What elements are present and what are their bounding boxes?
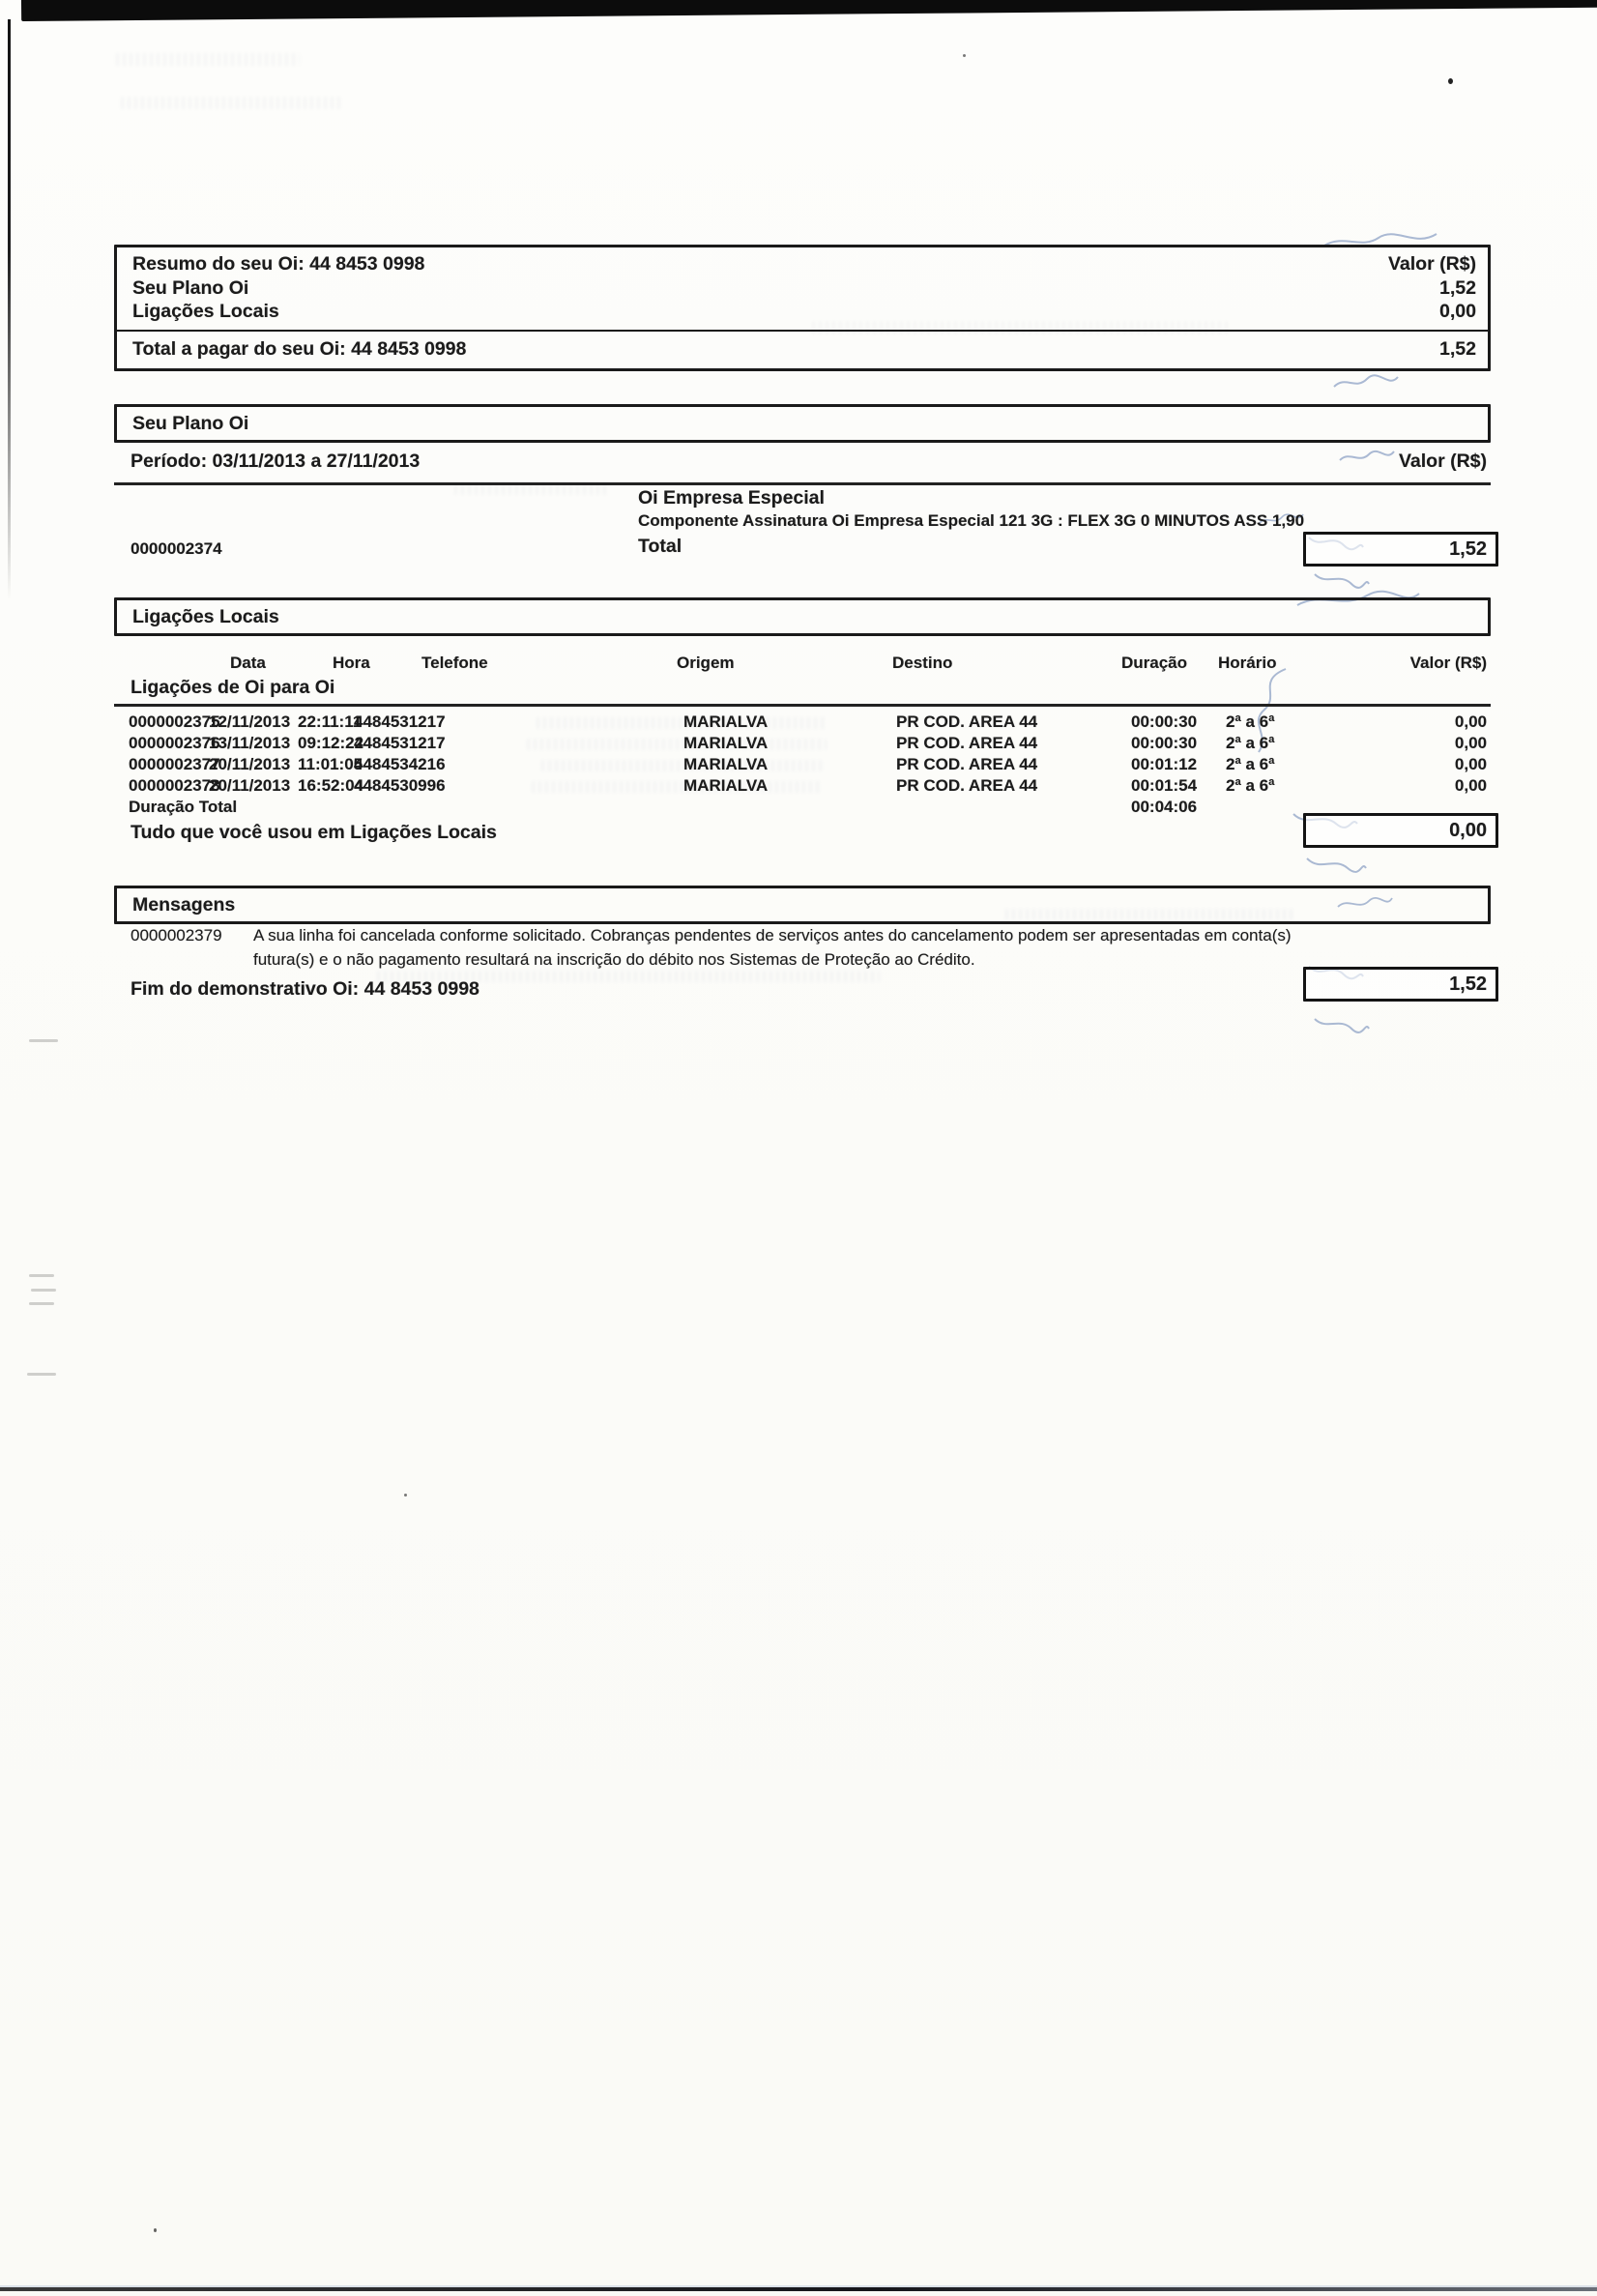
scan-bleedthrough bbox=[454, 483, 609, 495]
call-destino: PR COD. AREA 44 bbox=[896, 776, 1038, 795]
col-header-horario: Horário bbox=[1218, 654, 1277, 672]
scan-margin-mark bbox=[29, 1274, 54, 1277]
call-table-row bbox=[0, 755, 1597, 776]
summary-row bbox=[132, 300, 1476, 324]
call-data: 20/11/2013 bbox=[209, 776, 291, 795]
call-horario: 2ª a 6ª bbox=[1226, 734, 1275, 752]
call-horario: 2ª a 6ª bbox=[1226, 755, 1275, 773]
pen-squiggle bbox=[1332, 371, 1400, 394]
summary-total-label: Total a pagar do seu Oi: 44 8453 0998 bbox=[132, 337, 467, 360]
call-destino: PR COD. AREA 44 bbox=[896, 712, 1038, 731]
call-destino: PR COD. AREA 44 bbox=[896, 734, 1038, 752]
scan-bleedthrough bbox=[116, 53, 300, 66]
summary-row-value: 1,52 bbox=[1439, 276, 1476, 299]
scan-bleedthrough bbox=[121, 97, 343, 109]
plan-total-value-box: 1,52 bbox=[1303, 532, 1498, 567]
plan-section-title: Seu Plano Oi bbox=[132, 412, 249, 434]
call-data: 13/11/2013 bbox=[209, 734, 291, 752]
summary-box bbox=[114, 245, 1491, 371]
duration-total-value: 00:04:06 bbox=[1131, 798, 1198, 816]
call-origem: MARIALVA bbox=[683, 734, 769, 752]
period-label: Período: 03/11/2013 a 27/11/2013 bbox=[131, 450, 421, 472]
call-valor: 0,00 bbox=[1454, 712, 1487, 731]
call-origem: MARIALVA bbox=[683, 776, 769, 795]
summary-box-top bbox=[117, 247, 1488, 330]
scan-margin-mark bbox=[31, 1289, 56, 1292]
scan-speck bbox=[404, 1494, 407, 1497]
col-header-data: Data bbox=[230, 654, 266, 672]
call-destino: PR COD. AREA 44 bbox=[896, 755, 1038, 773]
call-telefone: 4484534216 bbox=[354, 755, 446, 773]
call-hora: 09:12:22 bbox=[298, 734, 364, 752]
call-id: 0000002377 bbox=[129, 755, 220, 773]
period-underline bbox=[114, 482, 1491, 485]
call-duracao: 00:00:30 bbox=[1131, 712, 1198, 731]
pen-squiggle bbox=[1313, 1013, 1371, 1036]
scan-margin-mark bbox=[27, 1373, 56, 1376]
call-id: 0000002375 bbox=[129, 712, 220, 731]
call-id: 0000002376 bbox=[129, 734, 220, 752]
scan-edge-bottom-line bbox=[0, 2287, 1597, 2291]
call-valor: 0,00 bbox=[1454, 734, 1487, 752]
scan-edge-left-line bbox=[8, 19, 11, 599]
call-origem: MARIALVA bbox=[683, 712, 769, 731]
period-valor-header: Valor (R$) bbox=[1398, 450, 1487, 472]
scan-speck bbox=[963, 54, 966, 57]
scan-margin-mark bbox=[29, 1039, 58, 1042]
call-duracao: 00:01:12 bbox=[1131, 755, 1198, 773]
col-header-origem: Origem bbox=[677, 654, 735, 672]
summary-box-total bbox=[117, 330, 1488, 369]
call-telefone: 4484530996 bbox=[354, 776, 446, 795]
col-header-telefone: Telefone bbox=[421, 654, 488, 672]
scan-speck bbox=[1448, 78, 1453, 84]
plan-component-line: Componente Assinatura Oi Empresa Especial 121 3G : FLEX 3G 0 MINUTOS ASS 1,90 bbox=[638, 511, 1305, 530]
call-valor: 0,00 bbox=[1454, 776, 1487, 795]
call-telefone: 4484531217 bbox=[354, 734, 446, 752]
bill-footer-value-box: 1,52 bbox=[1303, 967, 1498, 1002]
call-table-row bbox=[0, 734, 1597, 755]
summary-row-value: 0,00 bbox=[1439, 301, 1476, 322]
summary-row bbox=[132, 276, 1476, 301]
col-header-duracao: Duração bbox=[1121, 654, 1188, 672]
call-hora: 16:52:04 bbox=[298, 776, 364, 795]
calls-group-label: Ligações de Oi para Oi bbox=[131, 677, 335, 698]
plan-total-label: Total bbox=[638, 536, 682, 557]
calls-group-underline bbox=[114, 704, 1491, 707]
calls-usage-total-label: Tudo que você usou em Ligações Locais bbox=[131, 822, 497, 843]
call-hora: 22:11:11 bbox=[298, 712, 363, 731]
plan-section-header bbox=[114, 404, 1491, 443]
messages-section-title: Mensagens bbox=[132, 893, 236, 915]
duration-total-label: Duração Total bbox=[129, 798, 238, 816]
message-id: 0000002379 bbox=[131, 926, 222, 945]
message-line1: A sua linha foi cancelada conforme solicitado. Cobranças pendentes de serviços antes do cancelamento podem ser apresentadas em conta(s) bbox=[253, 926, 1292, 945]
col-header-destino: Destino bbox=[892, 654, 953, 672]
call-hora: 11:01:05 bbox=[298, 755, 363, 773]
messages-section-header bbox=[114, 886, 1491, 924]
calls-table-header-row bbox=[0, 654, 1597, 675]
call-id: 0000002378 bbox=[129, 776, 220, 795]
call-horario: 2ª a 6ª bbox=[1226, 776, 1275, 795]
summary-total-value: 1,52 bbox=[1439, 337, 1476, 360]
col-header-hora: Hora bbox=[333, 654, 370, 672]
scan-speck bbox=[154, 2228, 157, 2232]
plan-name: Oi Empresa Especial bbox=[638, 487, 825, 509]
summary-valor-header: Valor (R$) bbox=[1387, 253, 1476, 275]
call-origem: MARIALVA bbox=[683, 755, 769, 773]
calls-usage-total-value-box: 0,00 bbox=[1303, 813, 1498, 848]
call-duracao: 00:00:30 bbox=[1131, 734, 1198, 752]
call-horario: 2ª a 6ª bbox=[1226, 712, 1275, 731]
call-data: 20/11/2013 bbox=[209, 755, 291, 773]
summary-row-label: Ligações Locais bbox=[132, 301, 279, 322]
call-valor: 0,00 bbox=[1454, 755, 1487, 773]
call-table-row bbox=[0, 776, 1597, 798]
bill-footer-label: Fim do demonstrativo Oi: 44 8453 0998 bbox=[131, 978, 479, 1000]
call-table-row bbox=[0, 712, 1597, 734]
call-telefone: 4484531217 bbox=[354, 712, 446, 731]
plan-item-id: 0000002374 bbox=[131, 539, 222, 558]
col-header-valor: Valor (R$) bbox=[1409, 654, 1487, 672]
call-data: 12/11/2013 bbox=[209, 712, 291, 731]
calls-section-header bbox=[114, 597, 1491, 636]
message-line2: futura(s) e o não pagamento resultará na inscrição do débito nos Sistemas de Proteção ao Crédito. bbox=[253, 950, 975, 969]
pen-squiggle bbox=[1305, 853, 1368, 876]
scan-edge-top-bar bbox=[21, 0, 1597, 21]
summary-title: Resumo do seu Oi: 44 8453 0998 bbox=[132, 253, 425, 275]
summary-row-label: Seu Plano Oi bbox=[132, 276, 249, 299]
calls-section-title: Ligações Locais bbox=[132, 605, 279, 627]
call-duracao: 00:01:54 bbox=[1131, 776, 1198, 795]
scan-margin-mark bbox=[29, 1302, 54, 1305]
